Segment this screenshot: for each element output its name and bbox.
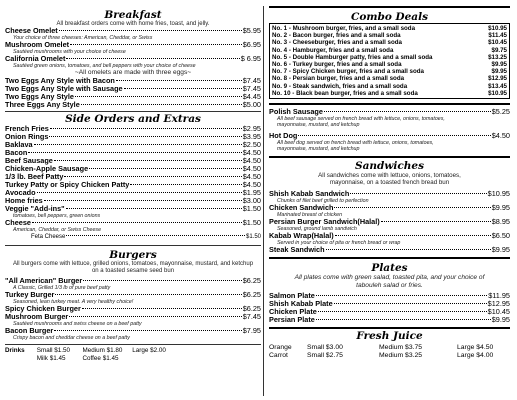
dot-leader: [32, 222, 242, 223]
dot-leader: [28, 152, 241, 153]
menu-item-name: Persian Plate: [269, 315, 315, 325]
dot-leader: [37, 192, 242, 193]
egg-items: [5, 77, 261, 109]
dot-leader: [49, 136, 241, 137]
menu-item-description: Sautéed mushrooms and swiss cheese on a beef patty: [13, 321, 142, 327]
sandwiches-note: All sandwiches come with lettuce, onions, tomatoes,: [318, 172, 461, 180]
menu-item-name: Two Eggs Any Style with Sausage: [5, 84, 123, 93]
menu-item-row: [269, 108, 510, 116]
breakfast-title: Breakfast: [104, 9, 162, 21]
divider: [269, 327, 510, 329]
dot-leader: [324, 111, 491, 112]
menu-item-name: Chicken Sandwich: [269, 203, 334, 213]
plates-title: Plates: [371, 262, 408, 275]
drinks-label: Drinks: [5, 347, 25, 354]
combo-item-name: No. 10 - Black bean burger, fries and a small soda: [272, 89, 418, 97]
combo-item-row: [272, 90, 507, 97]
menu-item-description: Seasoned, lean turkey meat. A very healthy choice!: [13, 299, 134, 305]
menu-item-name: Mushroom Burger: [5, 312, 69, 321]
menu-item-row: [269, 204, 510, 212]
left-column: [5, 0, 261, 362]
sandwich-items: [269, 190, 510, 254]
side-items: [5, 125, 261, 241]
dot-leader: [75, 96, 242, 97]
menu-item-price: $7.95: [242, 326, 261, 335]
menu-item-name: Feta Cheese: [31, 234, 66, 240]
menu-item-name: Bacon: [5, 148, 28, 157]
plates-note: tabouleh salad or fries.: [356, 282, 423, 290]
breakfast-note: All breakfast orders come with home fries, toast, and jelly.: [56, 21, 210, 27]
juice-title: Fresh Juice: [356, 330, 423, 343]
combo-item-price: $10.95: [488, 25, 507, 32]
divider: [269, 6, 510, 8]
juice-name: Orange: [269, 344, 292, 352]
combo-item-row: [272, 32, 507, 39]
menu-item-name: Onion Rings: [5, 132, 49, 141]
menu-item-price: $1.50: [242, 218, 261, 227]
menu-item-price: $5.00: [242, 100, 261, 109]
menu-item-description: Crispy bacon and cheddar cheese on a beef patty: [13, 335, 130, 341]
menu-item-name: Turkey Patty or Spicy Chicken Patty: [5, 180, 130, 189]
menu-item-price: $4.50: [242, 156, 261, 165]
dot-leader: [66, 208, 242, 209]
menu-item-price: $ 6.95: [240, 54, 261, 63]
menu-item-name: Home fries: [5, 196, 43, 205]
dot-leader: [130, 184, 241, 185]
drinks-section: [5, 347, 261, 362]
divider: [5, 344, 261, 345]
combo-item-price: $13.45: [488, 82, 507, 90]
dot-leader: [116, 80, 242, 81]
menu-item-name: Cheese: [5, 218, 31, 227]
menu-item-description: Marinated breast of chicken: [277, 212, 343, 219]
menu-item-row: [5, 27, 261, 35]
dot-leader: [54, 330, 241, 331]
combo-box: [269, 23, 510, 99]
juice-large-price: Large $4.00: [457, 352, 494, 360]
combo-item-row: [272, 47, 507, 54]
sandwiches-note: mayonnaise, on a toasted french bread bun: [329, 179, 450, 187]
dot-leader: [334, 303, 487, 304]
menu-item-name: Two Eggs Any Style with Bacon: [5, 76, 115, 85]
menu-item-price: $6.95: [242, 40, 261, 49]
dot-leader: [318, 311, 487, 312]
menu-item-description: Seasoned, ground lamb sandwich: [277, 226, 357, 233]
menu-item-name: Shish Kabab Sandwich: [269, 189, 350, 199]
combo-item-price: $10.45: [488, 39, 507, 47]
menu-item-price: $5.95: [242, 26, 261, 35]
menu-item-price: $9.95: [491, 245, 510, 255]
divider: [5, 111, 261, 112]
dot-leader: [59, 30, 242, 31]
dot-leader: [424, 68, 492, 75]
combo-item-name: No. 3 - Cheeseburger, fries and a small soda: [272, 39, 402, 47]
menu-item-row: [5, 189, 261, 197]
plates-note: All plates come with green salad, toasted pita, and your choice of: [294, 274, 485, 282]
menu-item-price: $1.50: [242, 204, 261, 213]
dot-leader: [70, 44, 242, 45]
dot-leader: [432, 54, 488, 61]
menu-item-name: "All American" Burger: [5, 276, 83, 285]
menu-item-price: $4.50: [242, 148, 261, 157]
menu-item-price: $7.45: [242, 312, 261, 321]
dot-leader: [66, 235, 245, 236]
drink-price: Medium $1.80: [82, 347, 123, 354]
combo-item-name: No. 2 - Bacon burger, fries and a small soda: [272, 32, 401, 40]
menu-item-description: mayonnaise, mustard, and ketchup: [277, 122, 360, 129]
menu-item-name: Avocado: [5, 188, 36, 197]
divider: [5, 245, 261, 246]
breakfast-items: [5, 27, 261, 69]
divider: [269, 156, 510, 158]
menu-item-name: Chicken-Apple Sausage: [5, 164, 89, 173]
dot-leader: [407, 83, 488, 90]
dot-leader: [415, 25, 488, 32]
burgers-note: All burgers come with lettuce, grilled onions, tomatoes, mayonnaise, mustard, and ketchup on a toasted sesame seed bun: [12, 261, 254, 274]
combo-item-price: $9.75: [491, 46, 507, 54]
menu-item-price: $6.25: [242, 304, 261, 313]
menu-item-name: Two Eggs Any Style: [5, 92, 74, 101]
menu-item-price: $2.95: [242, 124, 261, 133]
menu-item-row: [5, 141, 261, 149]
right-column: [269, 0, 510, 360]
menu-item-name: Spicy Chicken Burger: [5, 304, 81, 313]
menu-item-price: $2.50: [242, 140, 261, 149]
menu-item-description: American, Cheddar, or Swiss Cheese: [13, 227, 102, 233]
juice-large-price: Large $4.50: [457, 344, 494, 352]
juice-row: [269, 352, 510, 360]
menu-item-row: [5, 277, 261, 285]
dot-leader: [335, 235, 491, 236]
menu-item-price: $10.45: [487, 307, 510, 317]
dot-leader: [401, 32, 489, 39]
menu-item-price: $10.95: [487, 189, 510, 199]
menu-item-price: $4.50: [242, 180, 261, 189]
menu-item-row: [5, 181, 261, 189]
juice-row: [269, 344, 510, 352]
menu-item-row: [269, 132, 510, 140]
combo-item-name: No. 8 - Persian burger, fries and a small soda: [272, 75, 405, 83]
sides-title: Side Orders and Extras: [65, 113, 201, 125]
dot-leader: [66, 58, 239, 59]
menu-item-name: Three Eggs Any Style: [5, 100, 80, 109]
column-divider: [263, 6, 264, 396]
dot-leader: [44, 200, 242, 201]
juice-small-price: Small $3.00: [307, 344, 343, 352]
menu-item-name: California Omelet: [5, 54, 66, 63]
menu-item-price: $7.45: [242, 84, 261, 93]
combo-title: Combo Deals: [351, 11, 428, 23]
menu-item-price: $12.95: [487, 299, 510, 309]
juice-medium-price: Medium $3.25: [379, 352, 423, 360]
divider: [269, 257, 510, 259]
dot-leader: [334, 207, 490, 208]
menu-item-name: Polish Sausage: [269, 107, 323, 117]
combo-item-name: No. 9 - Steak sandwich, fries and a small soda: [272, 82, 408, 90]
menu-item-price: $4.45: [242, 92, 261, 101]
drink-price: Large $2.00: [132, 347, 166, 354]
combo-item-name: No. 1 - Mushroom burger, fries, and a small soda: [272, 25, 416, 32]
combo-item-name: No. 4 - Hamburger, fries and a small soda: [272, 46, 394, 54]
menu-item-row: [5, 101, 261, 109]
menu-item-row: [269, 316, 510, 324]
menu-item-row: [269, 232, 510, 240]
combo-item-row: [272, 39, 507, 46]
menu-item-row: [5, 205, 261, 213]
sandwiches-title: Sandwiches: [354, 160, 424, 173]
menu-item-price: $7.45: [242, 76, 261, 85]
dot-leader: [82, 308, 242, 309]
dot-leader: [298, 135, 490, 136]
combo-item-row: [272, 68, 507, 75]
dot-leader: [316, 319, 491, 320]
combo-item-row: [272, 54, 507, 61]
menu-item-price: $4.50: [242, 164, 261, 173]
menu-item-description: Your choice of three cheeses: American, Cheddar, or Swiss: [13, 35, 153, 41]
menu-item-price: $3.00: [242, 196, 261, 205]
menu-item-name: Baklava: [5, 140, 33, 149]
burgers-title: Burgers: [109, 249, 157, 261]
extra-items: [269, 108, 510, 152]
combo-item-price: $10.95: [488, 89, 507, 97]
menu-item-price: $6.50: [491, 231, 510, 241]
menu-item-description: All beef dog served on french bread with lettuce, onions, tomatoes,: [277, 140, 434, 147]
divider: [269, 103, 510, 105]
drink-price: Milk $1.45: [36, 354, 66, 362]
menu-item-row: [269, 218, 510, 226]
menu-item-description: Chunks of filet beef grilled to perfection: [277, 198, 369, 205]
dot-leader: [418, 90, 488, 97]
menu-item-name: Mushroom Omelet: [5, 40, 70, 49]
menu-item-name: Shish Kabab Plate: [269, 299, 333, 309]
combo-item-row: [272, 61, 507, 68]
juice-small-price: Small $2.75: [307, 352, 343, 360]
menu-item-price: $9.95: [491, 203, 510, 213]
menu-item-row: [5, 219, 261, 227]
dot-leader: [404, 75, 488, 82]
menu-item-price: $8.95: [491, 217, 510, 227]
dot-leader: [83, 280, 242, 281]
menu-item-description: Sautéed mushrooms with your choice of cheese: [13, 49, 126, 55]
dot-leader: [69, 316, 241, 317]
dot-leader: [54, 160, 242, 161]
menu-item-description: All beef sausage served on french bread with lettuce, onions, tomatoes,: [277, 116, 445, 123]
drink-price: Small $1.50: [36, 347, 71, 354]
juice-items: [269, 344, 510, 360]
menu-item-description: A Classic, Grilled 1/3 lb of pure beef patty: [13, 285, 111, 291]
dot-leader: [402, 39, 488, 46]
dot-leader: [326, 249, 491, 250]
dot-leader: [81, 104, 242, 105]
dot-leader: [350, 193, 486, 194]
menu-item-name: French Fries: [5, 124, 49, 133]
juice-medium-price: Medium $3.75: [379, 344, 423, 352]
dot-leader: [316, 295, 487, 296]
menu-item-name: Cheese Omelet: [5, 26, 58, 35]
menu-item-row: [5, 233, 261, 241]
menu-item-name: Beef Sausage: [5, 156, 53, 165]
menu-item-description: mayonnaise, mustard, and ketchup: [277, 146, 360, 153]
plate-items: [269, 292, 510, 324]
combo-item-price: $9.95: [491, 61, 507, 69]
juice-name: Carrot: [269, 352, 288, 360]
combo-item-name: No. 5 - Double Hamburger patty, fries and a small soda: [272, 53, 433, 61]
menu-item-name: Hot Dog: [269, 131, 298, 141]
menu-item-name: Persian Burger Sandwich(Halal): [269, 217, 380, 227]
combo-item-row: [272, 75, 507, 82]
menu-item-description: tomatoes, bell peppers, green onions: [13, 213, 101, 219]
dot-leader: [393, 47, 491, 54]
combo-item-name: No. 7 - Spicy Chicken burger, fries and a small soda: [272, 68, 424, 76]
menu-item-row: [5, 133, 261, 141]
dot-leader: [64, 176, 241, 177]
menu-item-row: [5, 41, 261, 49]
dot-leader: [381, 221, 491, 222]
combo-item-name: No. 6 - Turkey burger, fries and a small soda: [272, 61, 402, 69]
omelet-note: ~All omelets are made with three eggs~: [74, 69, 192, 76]
dot-leader: [402, 61, 492, 68]
combo-item-price: $11.45: [488, 32, 507, 40]
menu-item-price: $5.25: [491, 107, 510, 117]
menu-item-price: $9.95: [491, 315, 510, 325]
dot-leader: [55, 294, 241, 295]
menu-item-row: [269, 246, 510, 254]
menu-item-name: Bacon Burger: [5, 326, 54, 335]
combo-item-row: [272, 25, 507, 32]
menu-item-price: $4.50: [242, 172, 261, 181]
dot-leader: [89, 168, 242, 169]
dot-leader: [50, 128, 242, 129]
menu-item-price: $11.95: [488, 291, 510, 301]
menu-item-row: [5, 313, 261, 321]
menu-item-price: $1.50: [245, 234, 261, 240]
combo-item-row: [272, 83, 507, 90]
menu-item-description: Sautéed green onions, tomatoes, and bell peppers with your choice of cheese: [13, 63, 196, 69]
menu-item-price: $6.25: [242, 290, 261, 299]
menu-item-name: Turkey Burger: [5, 290, 55, 299]
menu-item-name: Kabab Wrap(Halal): [269, 231, 334, 241]
menu-item-row: [269, 190, 510, 198]
dot-leader: [124, 88, 242, 89]
menu-item-price: $1.95: [242, 188, 261, 197]
menu-item-price: $4.50: [491, 131, 510, 141]
menu-item-name: Salmon Plate: [269, 291, 315, 301]
combo-item-price: $12.95: [488, 75, 507, 83]
menu-item-row: [5, 291, 261, 299]
menu-item-price: $3.95: [242, 132, 261, 141]
menu-item-name: Chicken Plate: [269, 307, 317, 317]
combo-item-price: $13.25: [488, 53, 507, 61]
burger-items: [5, 277, 261, 341]
menu-item-description: Served in your choice of pita or french bread or wrap: [277, 240, 401, 247]
menu-item-price: $6.25: [242, 276, 261, 285]
menu-item-row: [5, 55, 261, 63]
menu-item-name: Veggie "Add-ins": [5, 204, 65, 213]
drink-price: Coffee $1.45: [82, 354, 119, 362]
menu-item-name: 1/3 lb. Beef Patty: [5, 172, 64, 181]
menu-item-name: Steak Sandwich: [269, 245, 325, 255]
combo-item-price: $9.95: [491, 68, 507, 76]
menu-item-row: [5, 327, 261, 335]
dot-leader: [34, 144, 242, 145]
